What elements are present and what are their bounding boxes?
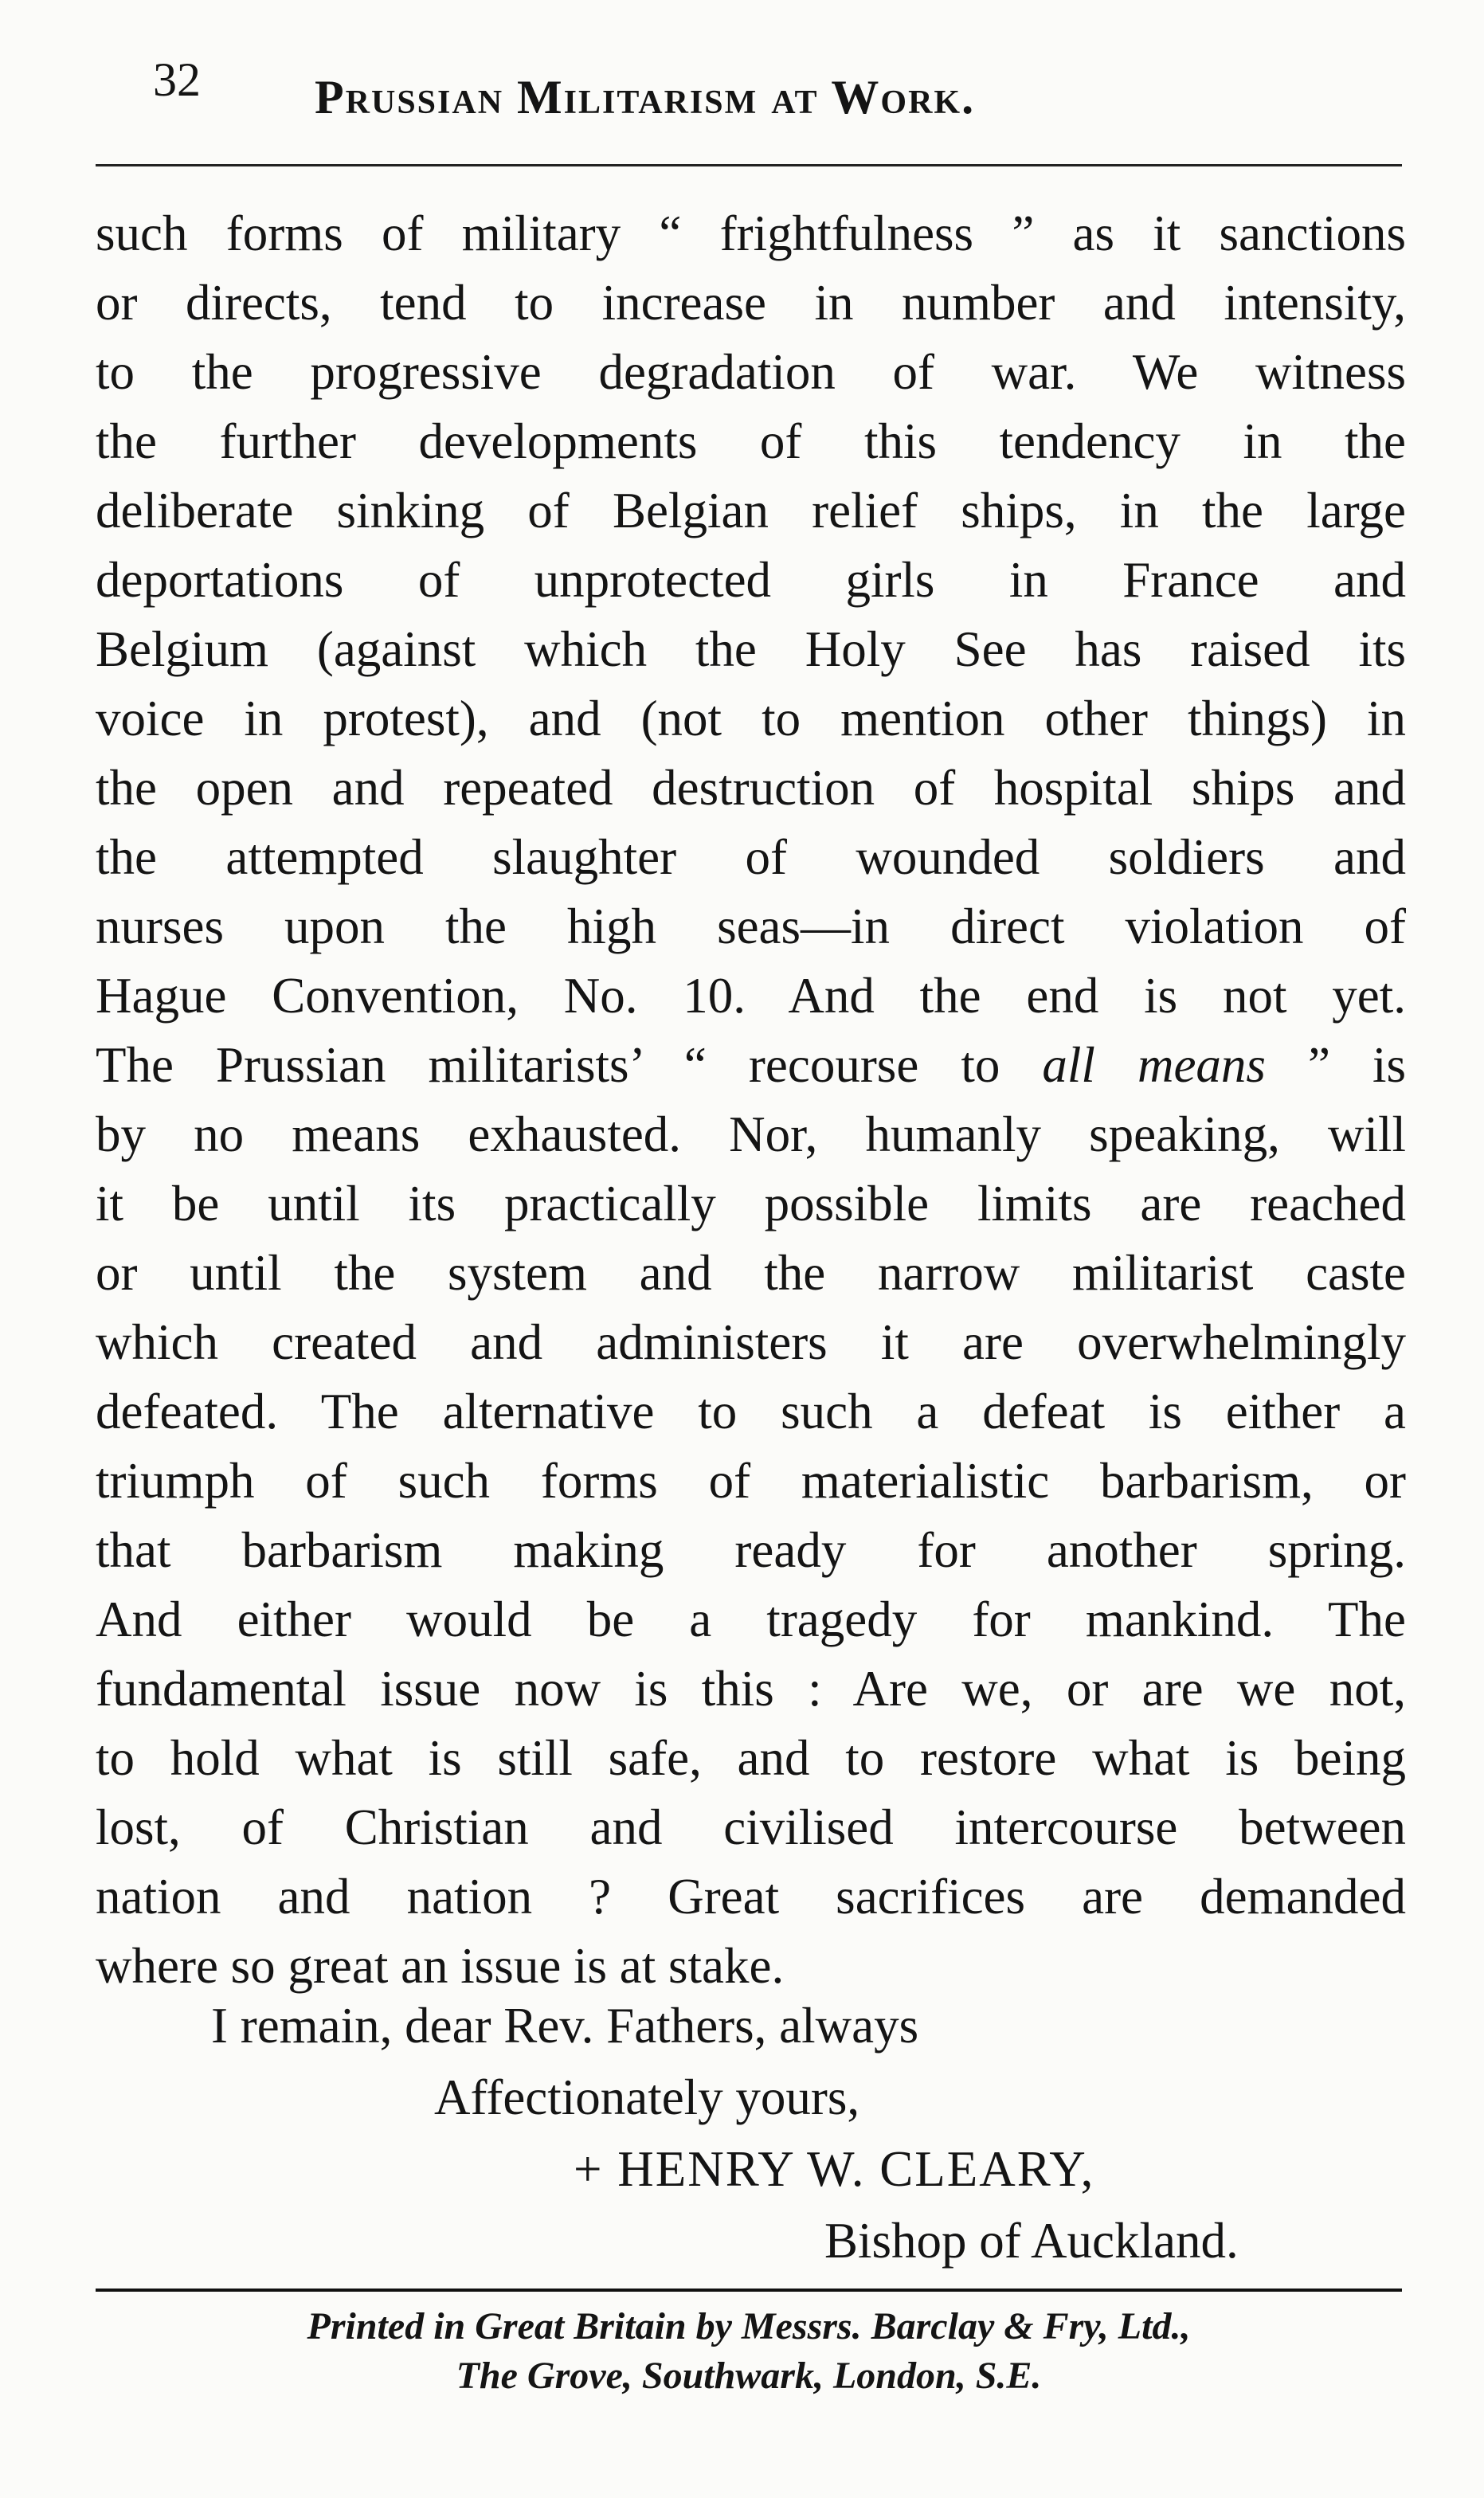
salutation: I remain, dear Rev. Fathers, always: [211, 1998, 919, 2054]
signatory-title: Bishop of Auckland.: [824, 2213, 1239, 2269]
text-line: And either would be a tragedy for mankind. The: [96, 1592, 1406, 1647]
text-line: it be until its practically possible limits are reached: [96, 1176, 1406, 1231]
imprint-line-2: The Grove, Southwark, London, S.E.: [456, 2355, 1042, 2397]
text-line: deportations of unprotected girls in France and: [96, 552, 1406, 608]
text-line: the open and repeated destruction of hospital ships and: [96, 760, 1406, 816]
text-line: to the progressive degradation of war. We witness: [96, 344, 1406, 400]
emphasis-text: all means: [1042, 1037, 1266, 1093]
text-line: Belgium (against which the Holy See has raised its: [96, 621, 1406, 677]
text-line: defeated. The alternative to such a defeat is either a: [96, 1384, 1406, 1439]
text-line: fundamental issue now is this : Are we, or are we not,: [96, 1661, 1406, 1717]
text-line: which created and administers it are overwhelmingly: [96, 1314, 1406, 1370]
text-line: lost, of Christian and civilised intercourse between: [96, 1799, 1406, 1855]
running-title: Prussian Militarism at Work.: [315, 71, 976, 123]
text-line: or directs, tend to increase in number and intensity,: [96, 275, 1406, 331]
text-line: the further developments of this tendency in the: [96, 413, 1406, 469]
text-line: Hague Convention, No. 10. And the end is not yet.: [96, 968, 1406, 1024]
signature: + HENRY W. CLEARY,: [574, 2141, 1095, 2197]
header-rule: [96, 164, 1402, 166]
text-line: by no means exhausted. Nor, humanly speaking, will: [96, 1106, 1406, 1162]
text-line: where so great an issue is at stake.: [96, 1938, 785, 1994]
imprint-line-1: Printed in Great Britain by Messrs. Barclay & Fry, Ltd.,: [307, 2305, 1191, 2347]
text-line: that barbarism making ready for another spring.: [96, 1522, 1406, 1578]
footer-rule: [96, 2289, 1402, 2292]
text-line: nurses upon the high seas—in direct violation of: [96, 899, 1406, 954]
text-line: deliberate sinking of Belgian relief ships, in the large: [96, 483, 1406, 538]
text-line: The Prussian militarists’ “ recourse to all means ” is: [96, 1037, 1406, 1093]
page-header: [96, 48, 1402, 135]
text-line: the attempted slaughter of wounded soldiers and: [96, 829, 1406, 885]
text-line: nation and nation ? Great sacrifices are demanded: [96, 1869, 1406, 1924]
text-line: or until the system and the narrow militarist caste: [96, 1245, 1406, 1301]
valediction: Affectionately yours,: [434, 2069, 860, 2125]
text-line: to hold what is still safe, and to restore what is being: [96, 1730, 1406, 1786]
text-line: voice in protest), and (not to mention other things) in: [96, 691, 1406, 746]
text-line: such forms of military “ frightfulness ” as it sanctions: [96, 206, 1406, 261]
page-number: 32: [153, 53, 201, 106]
printer-imprint: [96, 2302, 1402, 2401]
body-paragraph: [96, 199, 1406, 2001]
text-line: triumph of such forms of materialistic barbarism, or: [96, 1453, 1406, 1509]
